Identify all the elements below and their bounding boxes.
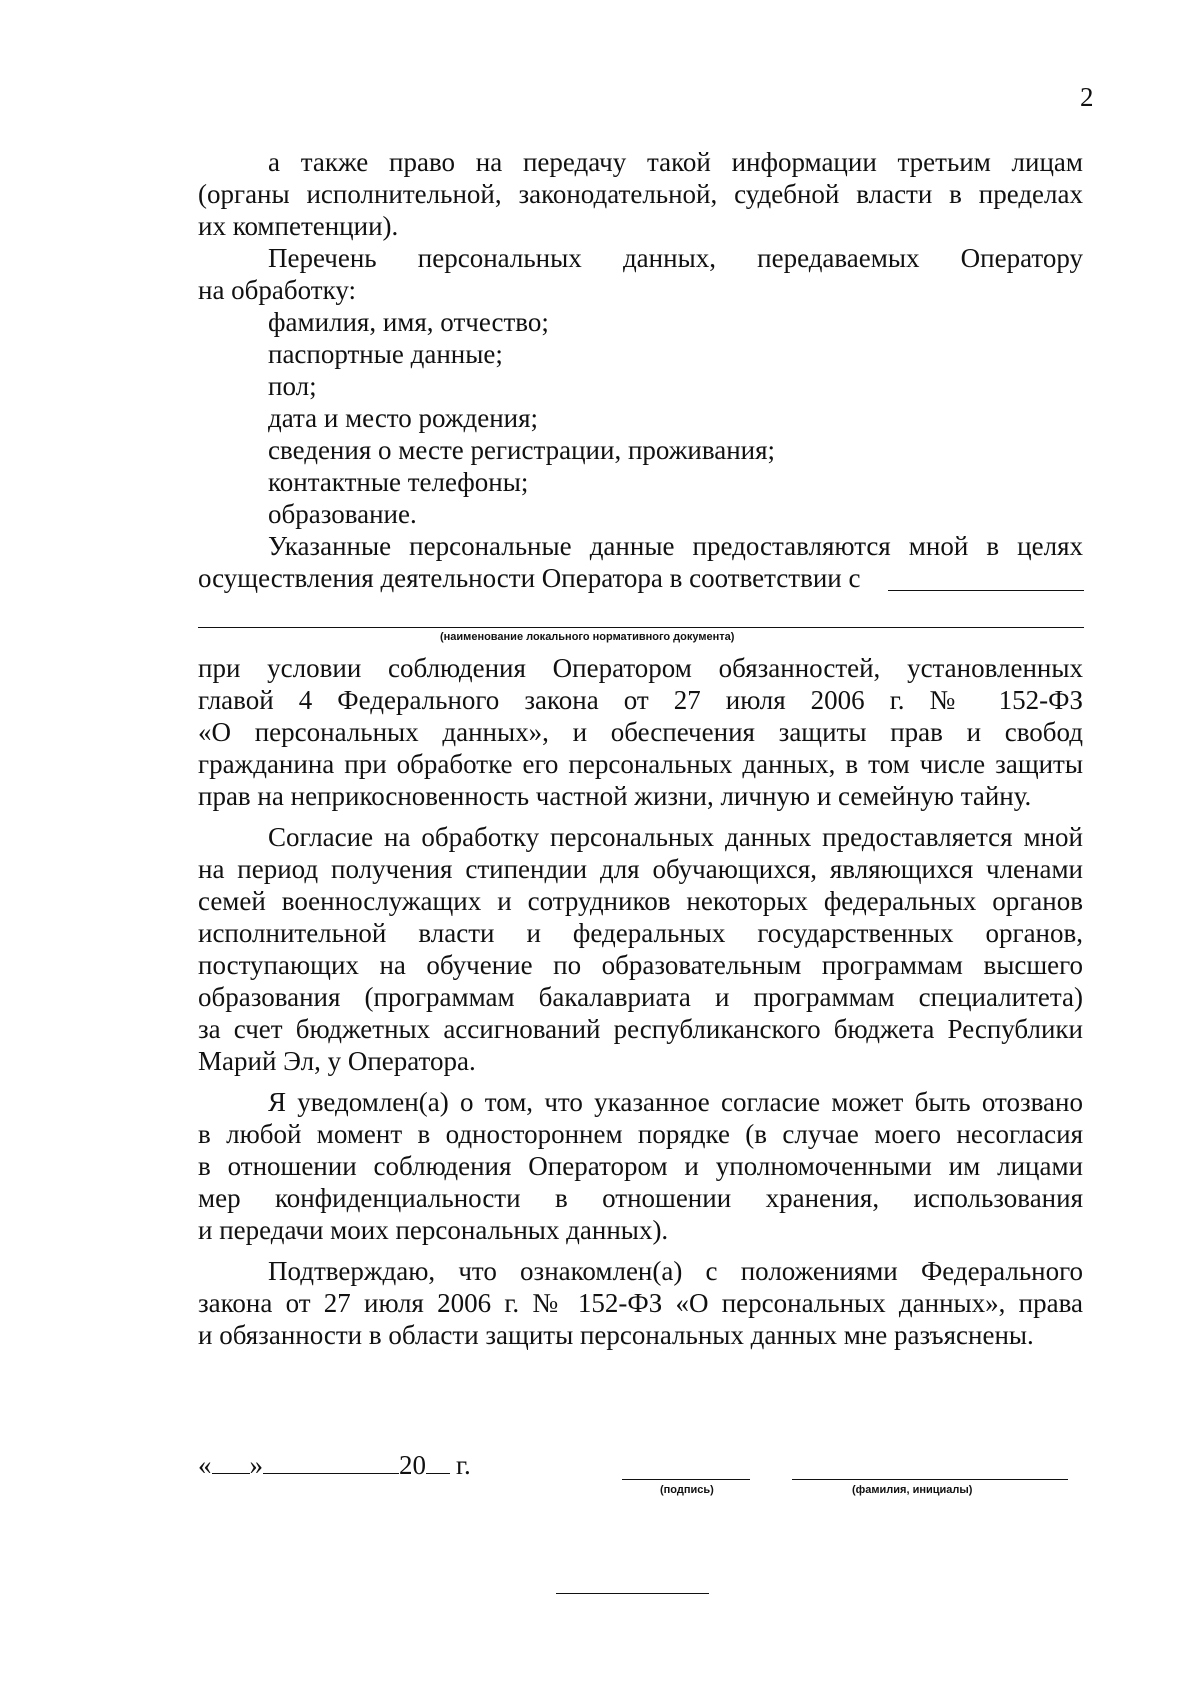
paragraph-line: в любой момент в одностороннем порядке (в случае моего несогласия: [198, 1119, 1083, 1149]
list-item: фамилия, имя, отчество;: [268, 307, 549, 337]
paragraph-line: прав на неприкосновенность частной жизни, личную и семейную тайну.: [198, 781, 1032, 811]
paragraph-line: а также право на передачу такой информации третьим лицам: [268, 147, 1083, 177]
page-number: 2: [1080, 82, 1094, 112]
year-blank: [426, 1472, 450, 1474]
end-separator: [556, 1593, 709, 1594]
paragraph-line: образования (программам бакалавриата и программам специалитета): [198, 982, 1083, 1012]
paragraph-line: и передачи моих персональных данных).: [198, 1215, 669, 1245]
list-item: дата и место рождения;: [268, 403, 539, 433]
signature-line: [622, 1479, 750, 1480]
list-item: паспортные данные;: [268, 339, 503, 369]
day-blank: [212, 1472, 250, 1474]
list-item: сведения о месте регистрации, проживания;: [268, 435, 776, 465]
paragraph-line: в отношении соблюдения Оператором и уполномоченными им лицами: [198, 1151, 1083, 1181]
paragraph-line: на обработку:: [198, 275, 356, 305]
date-field: [198, 1449, 471, 1481]
purpose-text: осуществления деятельности Оператора в соответствии с: [198, 563, 861, 593]
paragraph-line: поступающих на обучение по образовательным программам высшего: [198, 950, 1083, 980]
document-name-caption: (наименование локального нормативного документа): [440, 631, 735, 643]
paragraph-line: на период получения стипендии для обучающихся, являющихся членами: [198, 854, 1083, 884]
paragraph-line: гражданина при обработке его персональных данных, в том числе защиты: [198, 749, 1083, 779]
paragraph-line: Перечень персональных данных, передаваемых Оператору: [268, 243, 1083, 273]
date-close-quote: »: [249, 1450, 263, 1480]
paragraph-line: их компетенции).: [198, 211, 399, 241]
signature-caption: (подпись): [660, 1484, 714, 1496]
month-blank: [263, 1472, 399, 1474]
paragraph-line: (органы исполнительной, законодательной, судебной власти в пределах: [198, 179, 1083, 209]
paragraph-line: «О персональных данных», и обеспечения защиты прав и свобод: [198, 717, 1083, 747]
list-item: пол;: [268, 371, 317, 401]
paragraph-line: за счет бюджетных ассигнований республиканского бюджета Республики: [198, 1014, 1083, 1044]
year-suffix: г.: [456, 1450, 471, 1480]
list-item: образование.: [268, 499, 417, 529]
paragraph-line: исполнительной власти и федеральных государственных органов,: [198, 918, 1083, 948]
paragraph-line: главой 4 Федерального закона от 27 июля 2006 г. № 152-ФЗ: [198, 685, 1083, 715]
list-item: контактные телефоны;: [268, 467, 529, 497]
document-name-line: [198, 627, 1084, 628]
fill-in-line: [888, 590, 1084, 591]
paragraph-line: Подтверждаю, что ознакомлен(а) с положениями Федерального: [268, 1256, 1083, 1286]
name-caption: (фамилия, инициалы): [852, 1484, 973, 1496]
date-open-quote: «: [198, 1450, 212, 1480]
paragraph-line: Указанные персональные данные предоставляются мной в целях: [268, 531, 1083, 561]
name-line: [792, 1479, 1068, 1480]
paragraph-line: Марий Эл, у Оператора.: [198, 1046, 476, 1076]
paragraph-line: закона от 27 июля 2006 г. № 152-ФЗ «О персональных данных», права: [198, 1288, 1083, 1318]
paragraph-line: Согласие на обработку персональных данных предоставляется мной: [268, 822, 1083, 852]
year-prefix: 20: [399, 1450, 426, 1480]
paragraph-line: мер конфиденциальности в отношении хранения, использования: [198, 1183, 1083, 1213]
paragraph-line: Я уведомлен(а) о том, что указанное согласие может быть отозвано: [268, 1087, 1083, 1117]
paragraph-line: семей военнослужащих и сотрудников некоторых федеральных органов: [198, 886, 1083, 916]
paragraph-line: и обязанности в области защиты персональных данных мне разъяснены.: [198, 1320, 1034, 1350]
paragraph-line: при условии соблюдения Оператором обязанностей, установленных: [198, 653, 1083, 683]
